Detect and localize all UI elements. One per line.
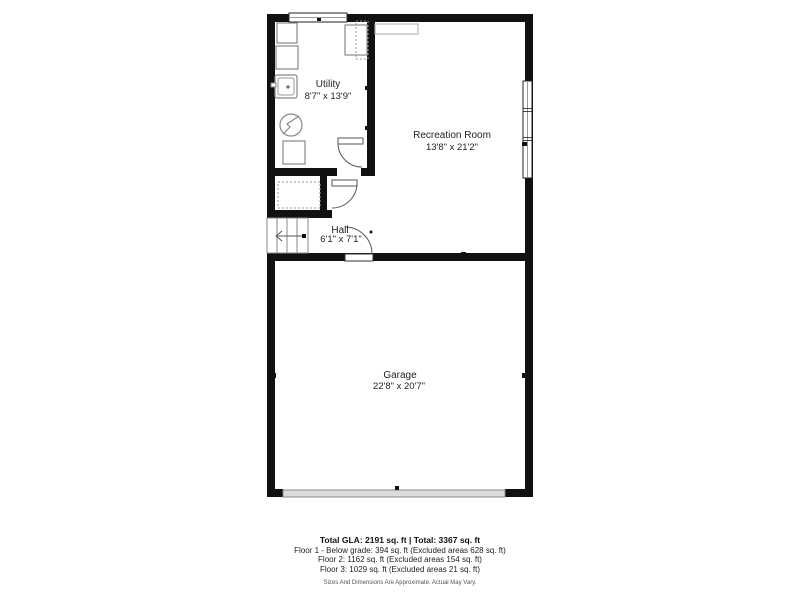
laundry-sink-icon (271, 75, 297, 98)
utility-room-dims: 8'7" x 13'9" (304, 91, 352, 102)
hall-dims: 6'1" x 7'1" (320, 234, 362, 245)
washer-icon (277, 23, 297, 43)
dryer-icon (276, 46, 298, 69)
wall-utility-bottom-stub (361, 168, 375, 176)
disclaimer-line: Sizes And Dimensions Are Approximate. Actual May Vary. (323, 580, 477, 586)
furnace-icon (345, 21, 368, 59)
wall-closet-right (320, 176, 327, 212)
floor-3-line: Floor 3: 1029 sq. ft (Excluded areas 21 sq. ft) (319, 564, 481, 574)
wall-garage-left (267, 261, 275, 497)
recreation-room-label: Recreation Room (413, 130, 491, 141)
hall-label: Hall (331, 225, 349, 236)
wall-garage-bottom-right (505, 489, 533, 497)
garage-door-icon (283, 490, 505, 497)
floor-1-line: Floor 1 - Below grade: 394 sq. ft (Excluded areas 628 sq. ft) (294, 545, 506, 555)
equipment-box-icon (283, 141, 305, 164)
sump-pump-icon (280, 114, 302, 136)
utility-door-icon (338, 138, 363, 167)
garage-dims: 22'8" x 20'7" (372, 381, 426, 392)
recreation-window-icon (522, 81, 532, 178)
recreation-room-dims: 13'8" x 21'2" (425, 142, 479, 153)
utility-room-label: Utility (315, 79, 341, 90)
utility-window-icon (289, 13, 347, 22)
recreation-shelf-icon (375, 24, 418, 34)
under-stair-closet-outline (278, 182, 320, 208)
total-gla-line: Total GLA: 2191 sq. ft | Total: 3367 sq. ft (319, 535, 481, 545)
wall-garage-top (267, 253, 533, 261)
wall-left-upper (267, 14, 275, 218)
walls (267, 14, 533, 497)
stairs-icon (267, 218, 308, 253)
wall-garage-bottom-left (267, 489, 283, 497)
garage-label: Garage (383, 370, 417, 381)
closet-door-icon (332, 180, 357, 208)
wall-tick-marks (272, 15, 526, 490)
floor-2-line: Floor 2: 1162 sq. ft (Excluded areas 154 sq. ft) (318, 555, 482, 564)
